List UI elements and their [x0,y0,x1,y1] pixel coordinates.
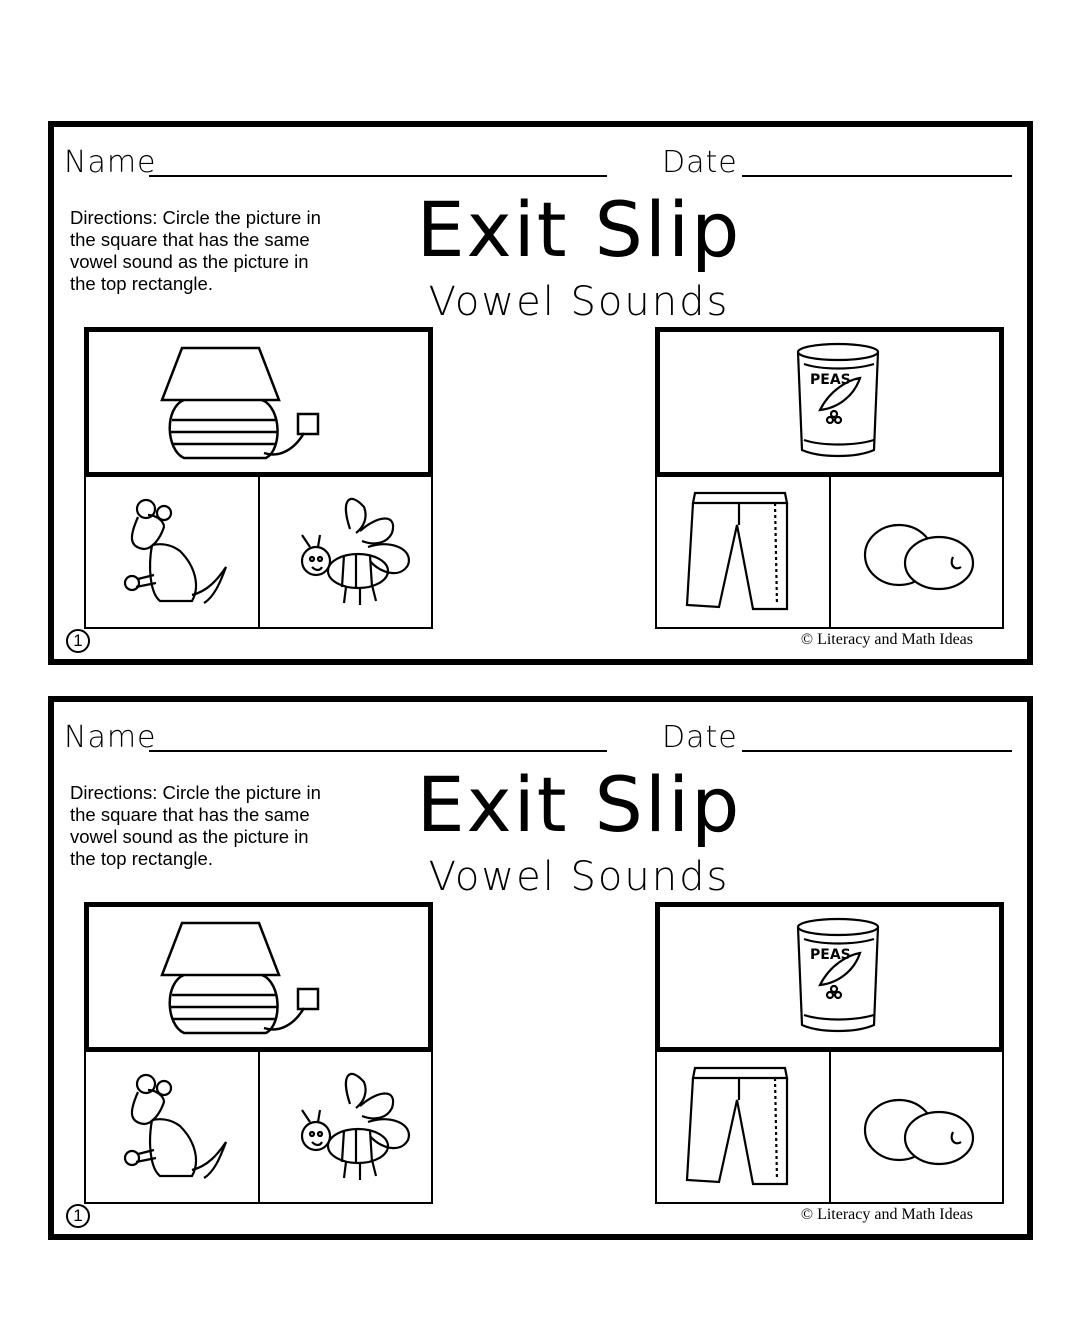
choice-row [655,477,1004,629]
picture-group-left [84,327,433,629]
peas-can-icon [790,340,890,465]
name-label: Name [64,720,157,755]
exit-slip-1 [48,121,1033,665]
directions-text: Directions: Circle the picture in the square that has the same vowel sound as the picture in the top rectangle. [70,207,321,294]
top-rectangle [655,902,1004,1052]
top-rectangle [655,327,1004,477]
choice-square-2[interactable] [831,1052,1003,1202]
choice-square-2[interactable] [831,477,1003,627]
choice-row [84,1052,433,1204]
page-subtitle: Vowel Sounds [428,279,730,325]
top-rectangle [84,327,433,477]
peas-can-icon [790,915,890,1040]
lamp-icon [154,913,354,1043]
picture-group-right [655,327,1004,629]
rat-icon [108,487,238,617]
pants-icon [683,485,803,620]
choice-row [84,477,433,629]
page-title: Exit Slip [416,760,742,849]
picture-group-left [84,902,433,1204]
date-label: Date [662,145,738,180]
name-label: Name [64,145,157,180]
date-field-line[interactable] [742,175,1012,177]
page-number: 1 [66,629,90,653]
choice-square-1[interactable] [657,1052,831,1202]
directions-text: Directions: Circle the picture in the square that has the same vowel sound as the picture in the top rectangle. [70,782,321,869]
copyright-notice: © Literacy and Math Ideas [800,631,973,648]
top-rectangle [84,902,433,1052]
copyright-notice: © Literacy and Math Ideas [800,1206,973,1223]
page-number: 1 [66,1204,90,1228]
peas-label: PEAS [810,372,851,388]
choice-square-1[interactable] [657,477,831,627]
date-field-line[interactable] [742,750,1012,752]
page-title: Exit Slip [416,185,742,274]
choice-row [655,1052,1004,1204]
choice-square-2[interactable] [260,477,432,627]
name-field-line[interactable] [149,175,607,177]
potatoes-icon [857,1092,977,1172]
page-subtitle: Vowel Sounds [428,854,730,900]
choice-square-1[interactable] [86,1052,260,1202]
name-field-line[interactable] [149,750,607,752]
bee-icon [280,1064,420,1189]
pants-icon [683,1060,803,1195]
choice-square-2[interactable] [260,1052,432,1202]
potatoes-icon [857,517,977,597]
bee-icon [280,489,420,614]
peas-label: PEAS [810,947,851,963]
exit-slip-2 [48,696,1033,1240]
lamp-icon [154,338,354,468]
date-label: Date [662,720,738,755]
picture-group-right [655,902,1004,1204]
choice-square-1[interactable] [86,477,260,627]
rat-icon [108,1062,238,1192]
